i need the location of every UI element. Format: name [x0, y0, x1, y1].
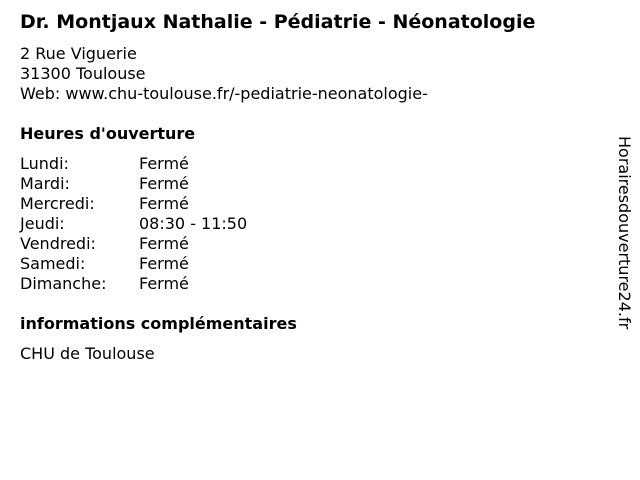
site-brand-text: Horairesdouverture24.fr — [615, 136, 634, 330]
address-block — [20, 44, 428, 104]
address-street: 2 Rue Viguerie — [20, 44, 137, 63]
additional-info-heading: informations complémentaires — [20, 314, 297, 333]
hours-row-wednesday — [20, 194, 247, 214]
page-title: Dr. Montjaux Nathalie - Pédiatrie - Néonatologie — [20, 11, 536, 33]
hours-row-tuesday — [20, 174, 247, 194]
day-label: Dimanche: — [20, 274, 107, 293]
day-label: Vendredi: — [20, 234, 96, 253]
day-label: Jeudi: — [20, 214, 65, 233]
day-label: Mardi: — [20, 174, 70, 193]
address-web: Web: www.chu-toulouse.fr/-pediatrie-neonatologie- — [20, 84, 428, 103]
address-city: 31300 Toulouse — [20, 64, 146, 83]
hours-value: Fermé — [139, 174, 189, 193]
opening-hours-table — [20, 154, 247, 294]
hours-value: Fermé — [139, 194, 189, 213]
day-label: Lundi: — [20, 154, 69, 173]
hours-row-friday — [20, 234, 247, 254]
hours-value: Fermé — [139, 274, 189, 293]
hours-row-monday — [20, 154, 247, 174]
day-label: Mercredi: — [20, 194, 95, 213]
hours-value: Fermé — [139, 234, 189, 253]
additional-info-text: CHU de Toulouse — [20, 344, 155, 363]
hours-value: Fermé — [139, 154, 189, 173]
hours-value: 08:30 - 11:50 — [139, 214, 248, 233]
opening-hours-heading: Heures d'ouverture — [20, 124, 196, 143]
hours-row-sunday — [20, 274, 247, 294]
hours-value: Fermé — [139, 254, 189, 273]
hours-row-thursday — [20, 214, 247, 234]
hours-row-saturday — [20, 254, 247, 274]
day-label: Samedi: — [20, 254, 86, 273]
site-brand-vertical — [614, 136, 634, 346]
